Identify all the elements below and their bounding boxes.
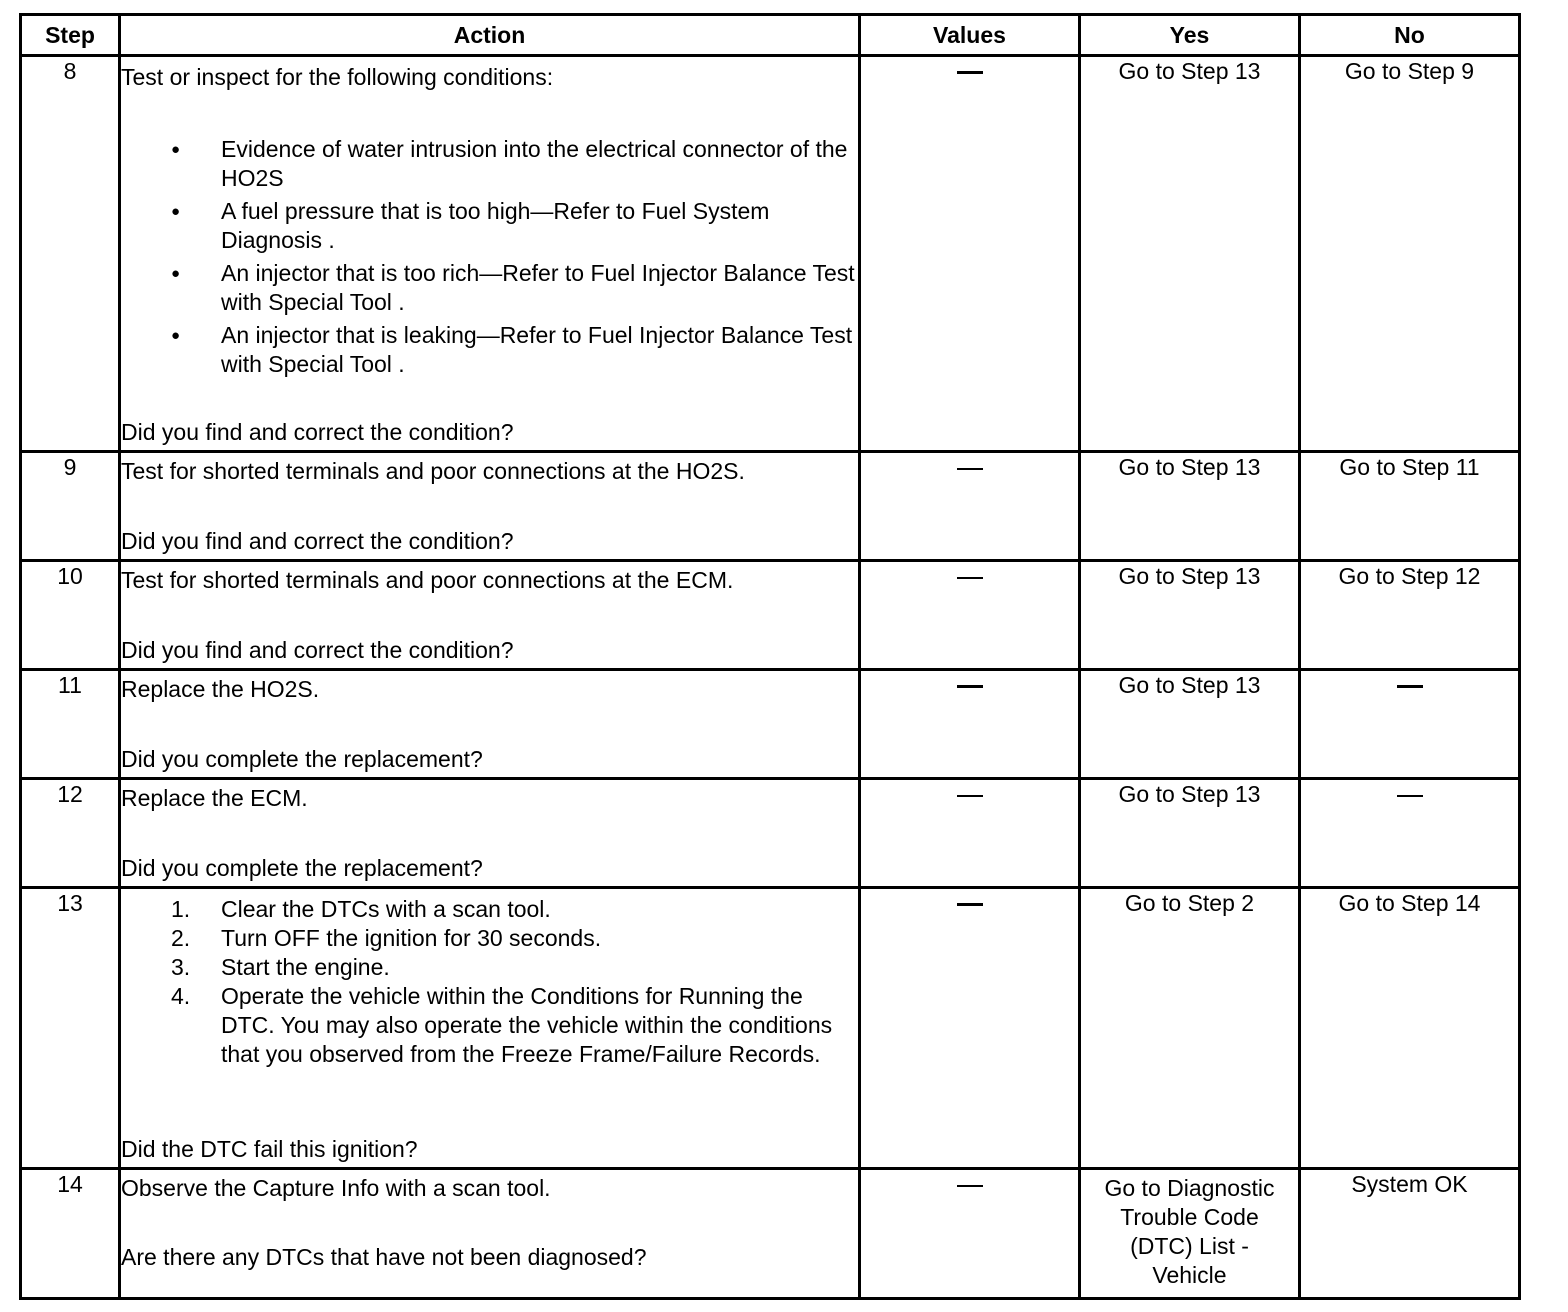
action-question: Did you complete the replacement?	[121, 746, 483, 772]
step-number: 13	[21, 888, 120, 1169]
list-text: Start the engine.	[221, 954, 390, 980]
condition-list	[121, 135, 858, 379]
step-number: 14	[21, 1169, 120, 1299]
em-dash	[957, 903, 983, 906]
em-dash	[957, 71, 983, 74]
step-number: 10	[21, 561, 120, 670]
header-row	[21, 15, 1520, 56]
yes-cell: Go to Step 13	[1080, 670, 1300, 779]
step-number: 11	[21, 670, 120, 779]
yes-cell	[1080, 1169, 1300, 1299]
action-cell	[120, 888, 860, 1169]
yes-cell-text: Go to Diagnostic Trouble Code (DTC) List - Vehicle	[1104, 1175, 1275, 1288]
procedure-list	[121, 889, 858, 1069]
action-question: Did you find and correct the condition?	[121, 528, 514, 554]
table-row	[21, 56, 1520, 452]
em-dash	[957, 468, 983, 470]
no-cell: Go to Step 14	[1300, 888, 1520, 1169]
header-values: Values	[860, 15, 1080, 56]
table-row	[21, 452, 1520, 561]
no-cell	[1300, 779, 1520, 888]
yes-cell: Go to Step 2	[1080, 888, 1300, 1169]
diagnostic-table	[19, 13, 1521, 1300]
action-cell	[120, 561, 860, 670]
yes-cell: Go to Step 13	[1080, 56, 1300, 452]
action-cell	[120, 452, 860, 561]
action-question: Did you complete the replacement?	[121, 855, 483, 881]
list-item	[121, 924, 858, 953]
action-question: Did you find and correct the condition?	[121, 419, 514, 445]
list-item	[121, 895, 858, 924]
list-text: Turn OFF the ignition for 30 seconds.	[221, 925, 602, 951]
no-cell: Go to Step 9	[1300, 56, 1520, 452]
no-cell	[1300, 670, 1520, 779]
action-question: Did you find and correct the condition?	[121, 637, 514, 663]
action-cell	[120, 670, 860, 779]
list-text: Clear the DTCs with a scan tool.	[221, 896, 551, 922]
header-step: Step	[21, 15, 120, 56]
table-row	[21, 1169, 1520, 1299]
value-cell	[860, 452, 1080, 561]
no-cell: System OK	[1300, 1169, 1520, 1299]
action-question: Are there any DTCs that have not been diagnosed?	[121, 1244, 647, 1270]
action-question: Did the DTC fail this ignition?	[121, 1136, 418, 1162]
em-dash	[957, 577, 983, 579]
list-number: 3.	[171, 954, 191, 980]
step-number: 9	[21, 452, 120, 561]
action-cell	[120, 779, 860, 888]
list-number: 1.	[171, 896, 191, 922]
em-dash	[1397, 795, 1423, 797]
header-action: Action	[120, 15, 860, 56]
value-cell	[860, 670, 1080, 779]
no-cell: Go to Step 12	[1300, 561, 1520, 670]
table-row	[21, 888, 1520, 1169]
action-intro: Test for shorted terminals and poor connections at the ECM.	[121, 567, 734, 593]
action-intro: Replace the HO2S.	[121, 676, 320, 702]
value-cell	[860, 779, 1080, 888]
action-intro: Replace the ECM.	[121, 785, 308, 811]
action-intro: Observe the Capture Info with a scan tool.	[121, 1175, 551, 1201]
em-dash	[957, 685, 983, 688]
list-number: 4.	[171, 983, 191, 1009]
value-cell	[860, 888, 1080, 1169]
yes-cell: Go to Step 13	[1080, 779, 1300, 888]
list-item: ● An injector that is leaking—Refer to Fuel Injector Balance Test with Special Tool .	[121, 321, 858, 379]
value-cell	[860, 561, 1080, 670]
action-intro: Test for shorted terminals and poor connections at the HO2S.	[121, 458, 745, 484]
list-item: ● An injector that is too rich—Refer to Fuel Injector Balance Test with Special Tool .	[121, 259, 858, 317]
em-dash	[957, 1185, 983, 1187]
list-number: 2.	[171, 925, 191, 951]
step-number: 12	[21, 779, 120, 888]
header-no: No	[1300, 15, 1520, 56]
list-item	[121, 953, 858, 982]
list-text: Operate the vehicle within the Conditions for Running the DTC. You may also operate the vehicle within the conditions that you observed from the Freeze Frame/Failure Records.	[221, 983, 833, 1067]
action-cell	[120, 56, 860, 452]
step-number: 8	[21, 56, 120, 452]
table-row	[21, 670, 1520, 779]
list-item: ● A fuel pressure that is too high—Refer to Fuel System Diagnosis .	[121, 197, 858, 255]
action-intro: Test or inspect for the following conditions:	[121, 64, 554, 90]
action-cell	[120, 1169, 860, 1299]
yes-cell: Go to Step 13	[1080, 561, 1300, 670]
value-cell	[860, 1169, 1080, 1299]
table-row	[21, 779, 1520, 888]
table-row	[21, 561, 1520, 670]
list-item	[121, 982, 858, 1069]
yes-cell: Go to Step 13	[1080, 452, 1300, 561]
em-dash	[957, 795, 983, 797]
no-cell: Go to Step 11	[1300, 452, 1520, 561]
list-item: ● Evidence of water intrusion into the electrical connector of the HO2S	[121, 135, 858, 193]
value-cell	[860, 56, 1080, 452]
em-dash	[1397, 685, 1423, 688]
header-yes: Yes	[1080, 15, 1300, 56]
